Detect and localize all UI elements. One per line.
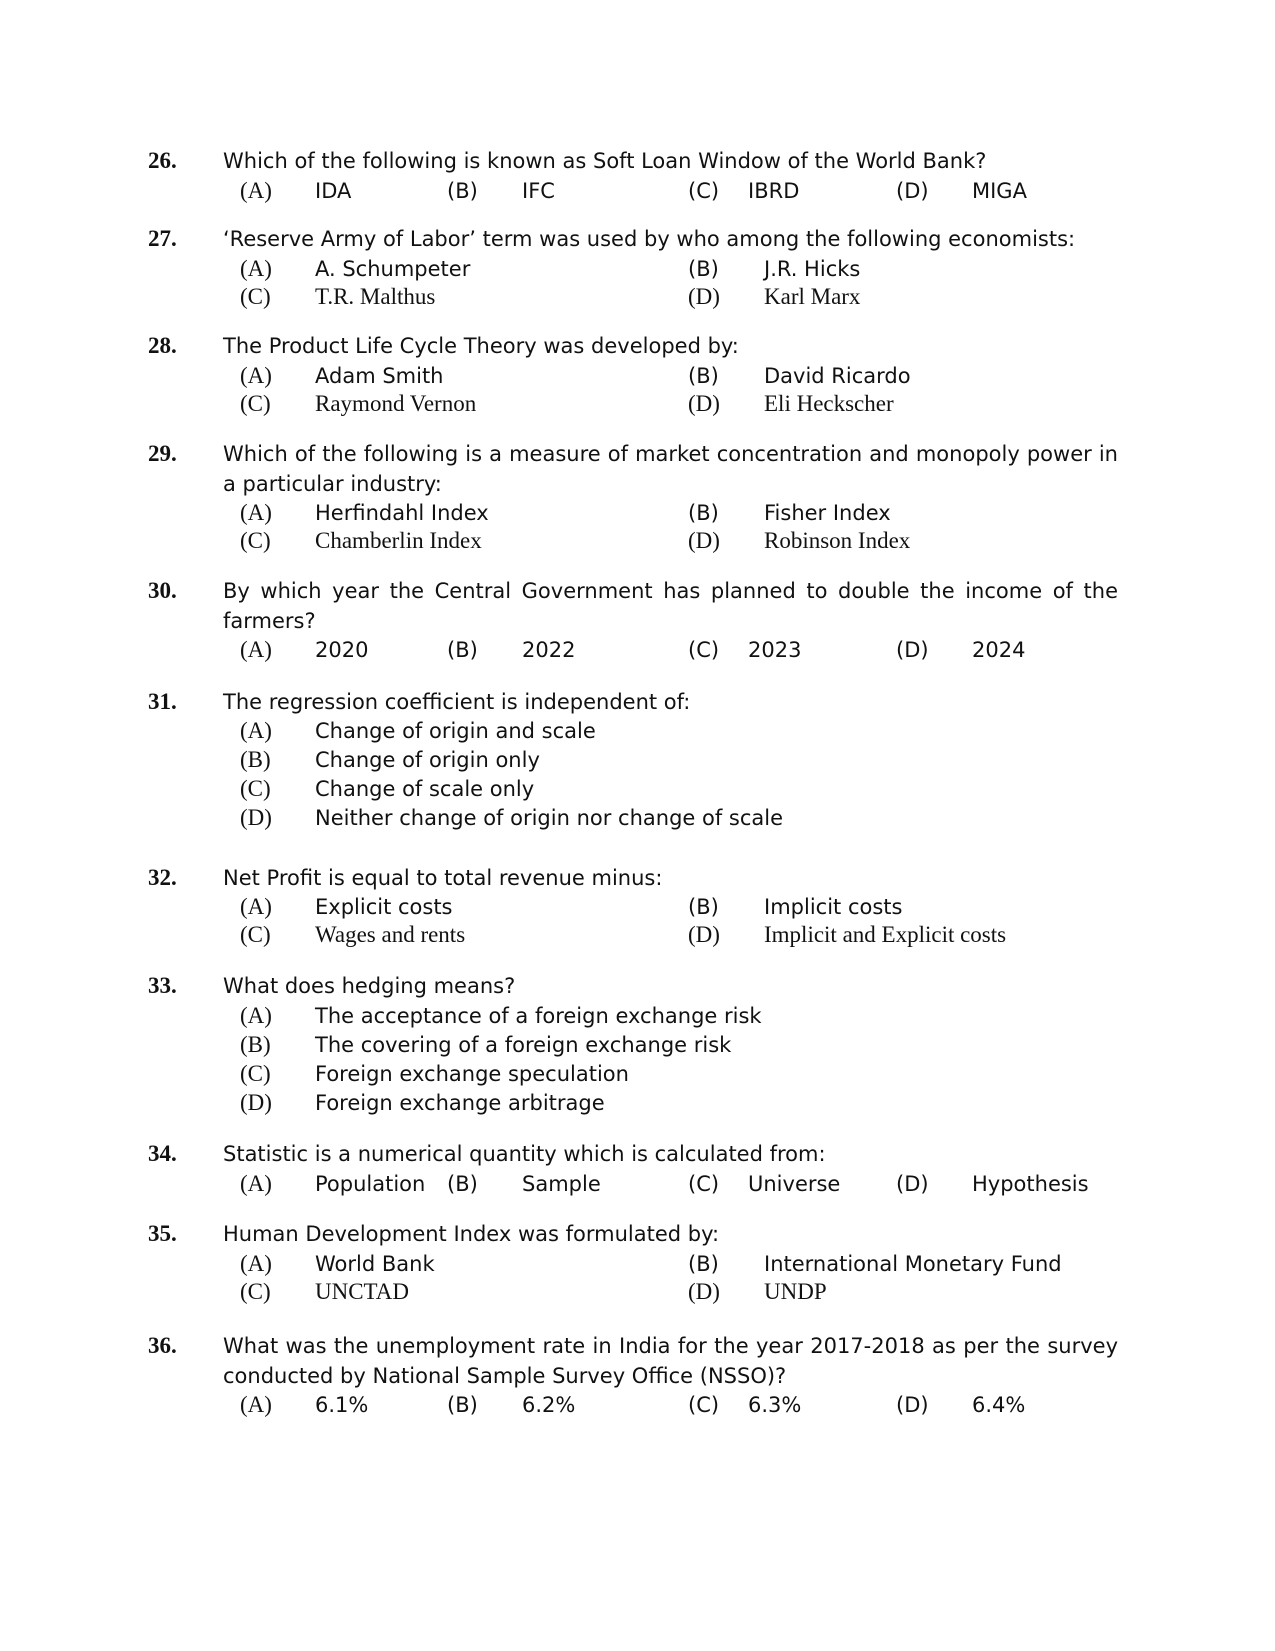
option-label: (C) — [688, 1393, 720, 1417]
option-label: (D) — [896, 638, 929, 662]
option-label: (B) — [240, 1032, 271, 1057]
option-text: 2023 — [748, 638, 802, 662]
question-number: 31. — [148, 689, 177, 714]
option-text: World Bank — [315, 1252, 435, 1276]
question-number: 26. — [148, 148, 177, 173]
option-label: (D) — [896, 1172, 929, 1196]
option-text: IBRD — [748, 179, 800, 203]
option-text: The acceptance of a foreign exchange risk — [315, 1004, 762, 1028]
option-label: (A) — [240, 1171, 272, 1196]
option-label: (C) — [240, 284, 271, 309]
option-label: (A) — [240, 894, 272, 919]
option-label: (C) — [240, 776, 271, 801]
option-text: UNCTAD — [315, 1279, 409, 1304]
option-label: (A) — [240, 363, 272, 388]
question-text: By which year the Central Government has planned to double the income of the farmers? — [223, 579, 1118, 633]
option-label: (A) — [240, 500, 272, 525]
question-text: The regression coefficient is independent of: — [223, 690, 691, 714]
option-text: Implicit and Explicit costs — [764, 922, 1007, 947]
option-text: 6.1% — [315, 1393, 369, 1417]
option-text: 6.3% — [748, 1393, 802, 1417]
option-text: Foreign exchange arbitrage — [315, 1091, 605, 1115]
question-text: ‘Reserve Army of Labor’ term was used by who among the following economists: — [223, 227, 1076, 251]
option-label: (D) — [240, 805, 272, 830]
option-text: J.R. Hicks — [764, 257, 861, 281]
option-text: Foreign exchange speculation — [315, 1062, 629, 1086]
question-text: What was the unemployment rate in India for the year 2017-2018 as per the survey conducted by National Sample Survey Office (NSSO)? — [223, 1334, 1118, 1388]
option-label: (B) — [688, 364, 719, 388]
option-text: Chamberlin Index — [315, 528, 482, 553]
option-label: (A) — [240, 1251, 272, 1276]
option-label: (C) — [688, 179, 720, 203]
question-number: 35. — [148, 1221, 177, 1246]
option-text: Change of origin and scale — [315, 719, 596, 743]
option-text: T.R. Malthus — [315, 284, 436, 309]
question-number: 33. — [148, 973, 177, 998]
option-label: (B) — [447, 179, 478, 203]
option-label: (A) — [240, 178, 272, 203]
question-number: 27. — [148, 226, 177, 251]
option-text: 6.2% — [522, 1393, 576, 1417]
option-text: UNDP — [764, 1279, 827, 1304]
option-text: Eli Heckscher — [764, 391, 894, 416]
question-text: Which of the following is known as Soft Loan Window of the World Bank? — [223, 149, 987, 173]
option-text: MIGA — [972, 179, 1027, 203]
option-text: Change of scale only — [315, 777, 535, 801]
question-number: 32. — [148, 865, 177, 890]
option-label: (B) — [688, 501, 719, 525]
option-label: (D) — [688, 1279, 720, 1304]
option-label: (A) — [240, 1392, 272, 1417]
option-label: (C) — [240, 528, 271, 553]
option-text: Explicit costs — [315, 895, 453, 919]
option-text: Sample — [522, 1172, 601, 1196]
option-text: Population — [315, 1172, 426, 1196]
option-text: Change of origin only — [315, 748, 540, 772]
option-label: (C) — [688, 1172, 720, 1196]
option-text: Wages and rents — [315, 922, 466, 947]
option-text: 2024 — [972, 638, 1026, 662]
option-label: (C) — [240, 922, 271, 947]
option-label: (C) — [240, 1061, 271, 1086]
question-number: 29. — [148, 441, 177, 466]
option-text: IFC — [522, 179, 555, 203]
option-label: (A) — [240, 256, 272, 281]
option-label: (B) — [688, 895, 719, 919]
option-label: (B) — [447, 1172, 478, 1196]
option-label: (D) — [896, 1393, 929, 1417]
option-label: (C) — [240, 1279, 271, 1304]
question-number: 36. — [148, 1333, 177, 1358]
option-label: (D) — [896, 179, 929, 203]
option-text: Implicit costs — [764, 895, 903, 919]
option-text: Universe — [748, 1172, 841, 1196]
option-text: Neither change of origin nor change of scale — [315, 806, 784, 830]
option-label: (B) — [447, 1393, 478, 1417]
question-number: 30. — [148, 578, 177, 603]
option-text: Fisher Index — [764, 501, 891, 525]
option-text: A. Schumpeter — [315, 257, 471, 281]
option-text: Hypothesis — [972, 1172, 1089, 1196]
option-text: IDA — [315, 179, 352, 203]
option-label: (C) — [688, 638, 720, 662]
question-text: Statistic is a numerical quantity which is calculated from: — [223, 1142, 826, 1166]
question-number: 28. — [148, 333, 177, 358]
option-label: (B) — [688, 1252, 719, 1276]
option-label: (A) — [240, 718, 272, 743]
option-label: (B) — [240, 747, 271, 772]
option-label: (D) — [688, 528, 720, 553]
option-label: (D) — [240, 1090, 272, 1115]
option-text: David Ricardo — [764, 364, 911, 388]
option-text: Robinson Index — [764, 528, 911, 553]
option-label: (C) — [240, 391, 271, 416]
option-label: (D) — [688, 391, 720, 416]
option-text: International Monetary Fund — [764, 1252, 1062, 1276]
option-label: (A) — [240, 637, 272, 662]
question-text: Net Profit is equal to total revenue minus: — [223, 866, 663, 890]
option-label: (D) — [688, 284, 720, 309]
option-text: Herfindahl Index — [315, 501, 489, 525]
option-label: (D) — [688, 922, 720, 947]
option-text: 2022 — [522, 638, 576, 662]
option-label: (A) — [240, 1003, 272, 1028]
option-text: Adam Smith — [315, 364, 444, 388]
question-text: Human Development Index was formulated by: — [223, 1222, 720, 1246]
question-text: What does hedging means? — [223, 974, 516, 998]
question-text: Which of the following is a measure of market concentration and monopoly power in a particular industry: — [223, 442, 1118, 496]
option-text: 6.4% — [972, 1393, 1026, 1417]
option-text: Raymond Vernon — [315, 391, 477, 416]
option-text: The covering of a foreign exchange risk — [315, 1033, 732, 1057]
option-text: 2020 — [315, 638, 369, 662]
option-text: Karl Marx — [764, 284, 861, 309]
option-label: (B) — [447, 638, 478, 662]
question-text: The Product Life Cycle Theory was developed by: — [223, 334, 739, 358]
option-label: (B) — [688, 257, 719, 281]
question-number: 34. — [148, 1141, 177, 1166]
